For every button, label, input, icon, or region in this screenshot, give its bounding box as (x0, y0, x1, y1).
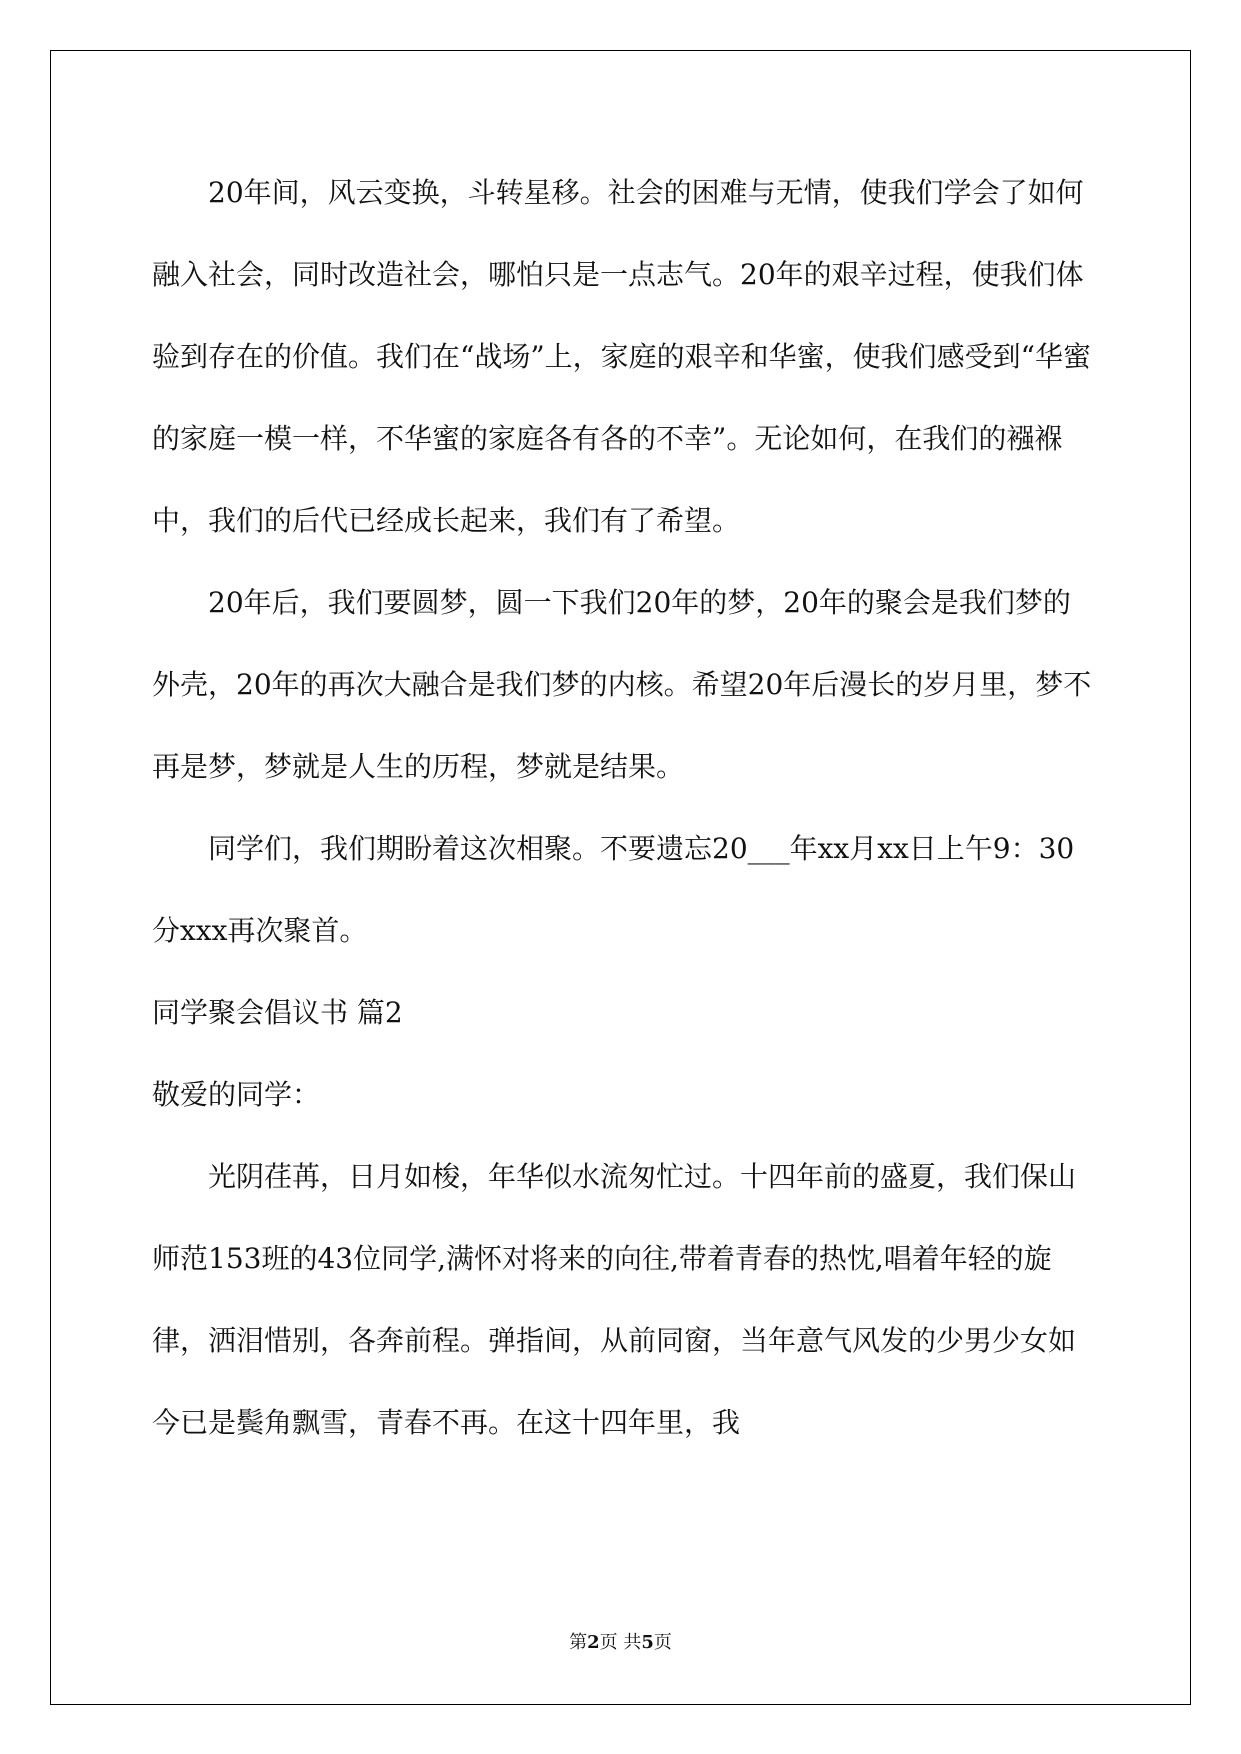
page-footer (0, 1628, 1241, 1654)
footer-mid: 页 共 (599, 1632, 642, 1653)
total-page-number: 5 (641, 1632, 654, 1653)
paragraph-3: 同学们，我们期盼着这次相聚。不要遗忘20___年xx月xx日上午9：30分xxx再次聚首。 (152, 832, 1075, 947)
paragraph-1: 20年间，风云变换，斗转星移。社会的困难与无情，使我们学会了如何融入社会，同时改造社会，哪怕只是一点志气。20年的艰辛过程，使我们体验到存在的价值。我们在“战场”上，家庭的艰辛和华蜜，使我们感受到“华蜜的家庭一模一样，不华蜜的家庭各有各的不幸”。无论如何，在我们的襁褓中，我们的后代已经成长起来，我们有了希望。 (152, 176, 1091, 537)
footer-suffix: 页 (653, 1632, 672, 1653)
section-heading: 同学聚会倡议书 篇2 (152, 996, 403, 1029)
paragraph-4: 光阴荏苒，日月如梭，年华似水流匆忙过。十四年前的盛夏，我们保山师范153班的43位同学,满怀对将来的向往,带着青春的热忱,唱着年轻的旋律，洒泪惜别，各奔前程。弹指间，从前同窗，当年意气风发的少男少女如今已是鬓角飘雪，青春不再。在这十四年里，我 (152, 1160, 1077, 1439)
paragraph-2: 20年后，我们要圆梦，圆一下我们20年的梦，20年的聚会是我们梦的外壳，20年的再次大融合是我们梦的内核。希望20年后漫长的岁月里，梦不再是梦，梦就是人生的历程，梦就是结果。 (152, 586, 1092, 783)
current-page-number: 2 (587, 1632, 600, 1653)
salutation: 敬爱的同学： (152, 1078, 321, 1111)
footer-prefix: 第 (569, 1632, 588, 1653)
document-body (152, 152, 1095, 1464)
